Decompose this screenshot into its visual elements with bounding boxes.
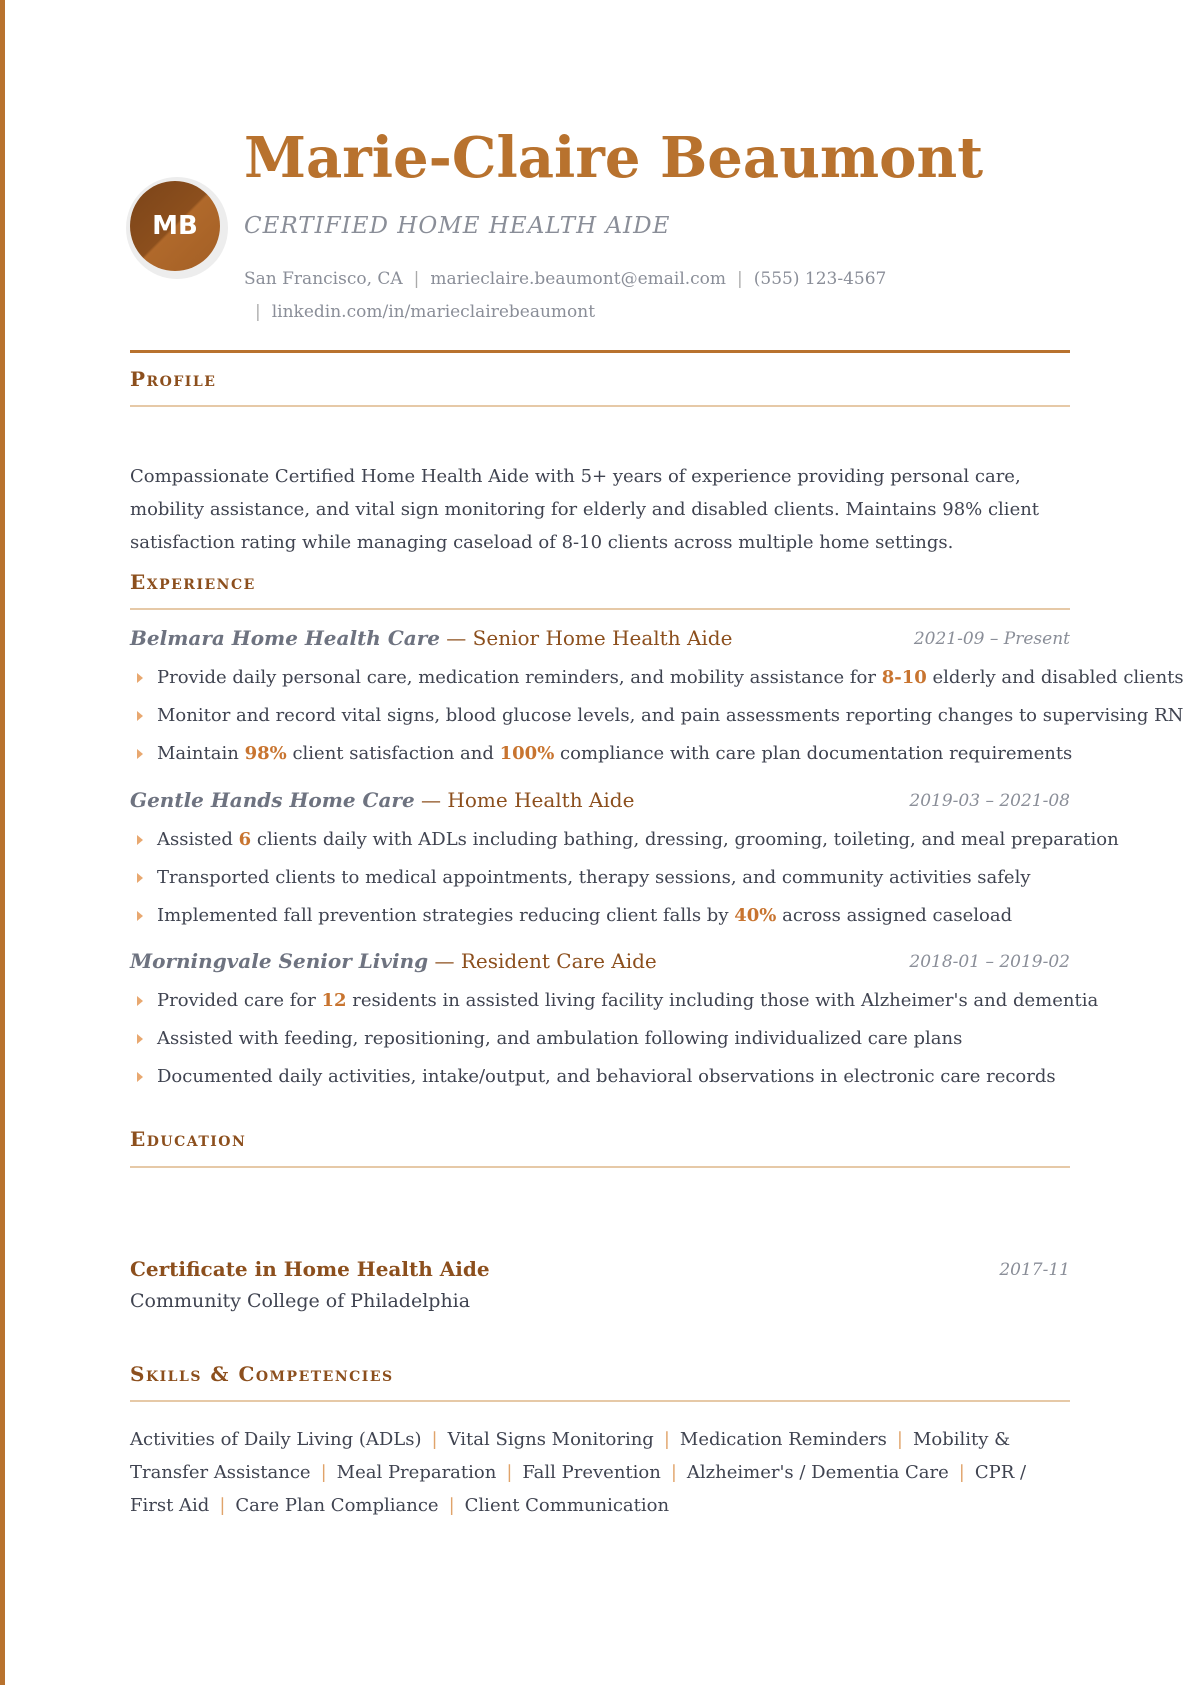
profile-summary: Compassionate Certified Home Health Aide with 5+ years of experience providing personal care, mobility assistance, and vital sign monitoring for elderly and disabled clients. Maintains 98% client satisfaction rating while managing caseload of 8-10 clients across multiple home settings. — [130, 466, 1040, 553]
job-role: Resident Care Aide — [460, 949, 657, 973]
skills-list — [130, 1423, 1070, 1522]
bullet-triangle-icon — [137, 711, 143, 721]
bullet-triangle-icon — [137, 749, 143, 759]
skill-separator: | — [431, 1429, 438, 1450]
contact-info — [244, 263, 894, 329]
list-item: Assisted 6 clients daily with ADLs including bathing, dressing, grooming, toileting, and meal preparation — [130, 821, 1070, 859]
bullet-triangle-icon — [137, 673, 143, 683]
bullet-triangle-icon — [137, 835, 143, 845]
left-accent-bar — [0, 0, 5, 1685]
skill-separator: | — [663, 1429, 670, 1450]
bullet-triangle-icon — [137, 996, 143, 1006]
job-bullets — [130, 821, 1119, 935]
skill-item: Vital Signs Monitoring — [447, 1429, 654, 1450]
job-bullets — [130, 659, 1184, 773]
contact-linkedin[interactable]: linkedin.com/in/marieclairebeaumont — [271, 302, 596, 322]
job-dates: 2018-01 – 2019-02 — [909, 952, 1070, 972]
section-divider — [130, 1400, 1070, 1402]
job-dash: — — [428, 949, 461, 973]
skill-separator: | — [506, 1462, 513, 1483]
skill-item: Alzheimer's / Dementia Care — [686, 1462, 949, 1483]
education-school: Community College of Philadelphia — [130, 1290, 471, 1312]
contact-separator: | — [255, 302, 261, 322]
job-role: Home Health Aide — [447, 788, 635, 812]
section-divider — [130, 405, 1070, 407]
skill-separator: | — [219, 1495, 226, 1516]
skill-item: CPR / First Aid — [130, 1462, 1027, 1516]
contact-location: San Francisco, CA — [244, 269, 403, 289]
education-date: 2017-11 — [999, 1260, 1070, 1280]
bullet-triangle-icon — [137, 1072, 143, 1082]
contact-separator: | — [737, 269, 743, 289]
header-divider — [130, 350, 1070, 353]
candidate-title: CERTIFIED HOME HEALTH AIDE — [244, 213, 671, 239]
job-dash: — — [414, 788, 448, 812]
job-role: Senior Home Health Aide — [472, 626, 733, 650]
skill-item: Activities of Daily Living (ADLs) — [130, 1429, 422, 1450]
skill-separator: | — [958, 1462, 965, 1483]
bullet-triangle-icon — [137, 873, 143, 883]
job-header — [130, 626, 1070, 656]
list-item: Implemented fall prevention strategies reducing client falls by 40% across assigned caseload — [130, 897, 1070, 935]
job-company: Belmara Home Health Care — [130, 626, 440, 650]
contact-separator: | — [413, 269, 420, 289]
skill-separator: | — [320, 1462, 327, 1483]
section-title-profile: Profile — [130, 367, 217, 391]
job-header — [130, 788, 1070, 818]
skill-item: Client Communication — [464, 1495, 670, 1516]
job-bullets — [130, 982, 1099, 1096]
section-title-skills: Skills & Competencies — [130, 1362, 394, 1386]
list-item: Transported clients to medical appointments, therapy sessions, and community activities safely — [130, 859, 1070, 897]
avatar-initials: MB — [130, 181, 220, 271]
job-header — [130, 949, 1070, 979]
section-title-education: Education — [130, 1127, 247, 1151]
skill-separator: | — [670, 1462, 677, 1483]
skill-separator: | — [448, 1495, 455, 1516]
skill-item: Fall Prevention — [522, 1462, 661, 1483]
list-item: Provide daily personal care, medication reminders, and mobility assistance for 8-10 elderly and disabled clients — [130, 659, 1070, 697]
skill-item: Mobility & Transfer Assistance — [130, 1429, 1011, 1483]
job-company: Morningvale Senior Living — [130, 949, 429, 973]
job-dash: — — [439, 626, 473, 650]
candidate-name: Marie-Claire Beaumont — [244, 125, 984, 191]
education-degree: Certificate in Home Health Aide — [130, 1257, 490, 1281]
contact-email[interactable]: marieclaire.beaumont@email.com — [430, 269, 727, 289]
bullet-triangle-icon — [137, 1034, 143, 1044]
job-company: Gentle Hands Home Care — [130, 788, 415, 812]
skill-separator: | — [896, 1429, 903, 1450]
job-dates: 2019-03 – 2021-08 — [909, 791, 1070, 811]
list-item: Monitor and record vital signs, blood glucose levels, and pain assessments reporting changes to supervising RN — [130, 697, 1070, 735]
section-title-experience: Experience — [130, 570, 256, 594]
job-dates: 2021-09 – Present — [913, 629, 1070, 649]
section-divider — [130, 1166, 1070, 1168]
skill-item: Care Plan Compliance — [235, 1495, 439, 1516]
contact-phone: (555) 123-4567 — [753, 269, 887, 289]
section-divider — [130, 608, 1070, 610]
bullet-triangle-icon — [137, 911, 143, 921]
skill-item: Medication Reminders — [679, 1429, 887, 1450]
avatar — [126, 177, 228, 279]
list-item: Assisted with feeding, repositioning, and ambulation following individualized care plans — [130, 1020, 1070, 1058]
skill-item: Meal Preparation — [336, 1462, 497, 1483]
list-item: Documented daily activities, intake/output, and behavioral observations in electronic care records — [130, 1058, 1070, 1096]
list-item: Provided care for 12 residents in assisted living facility including those with Alzheimer's and dementia — [130, 982, 1070, 1020]
list-item: Maintain 98% client satisfaction and 100% compliance with care plan documentation requirements — [130, 735, 1070, 773]
